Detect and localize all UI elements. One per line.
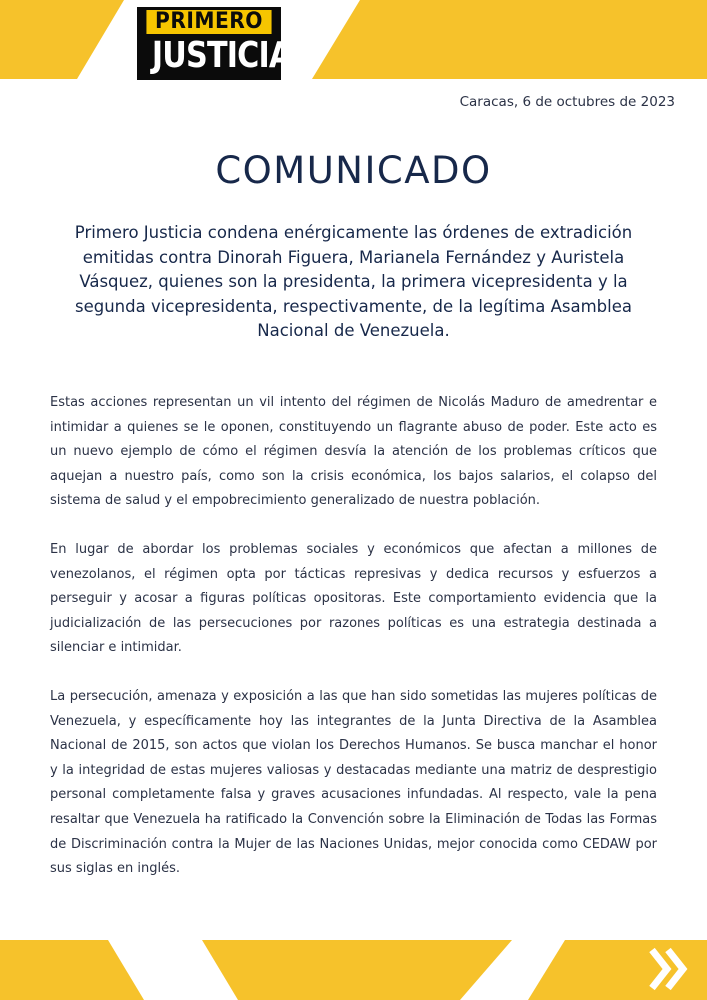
primero-justicia-logo — [137, 7, 292, 80]
double-chevron-right-icon — [640, 940, 700, 1000]
body-paragraph-1: Estas acciones representan un vil intento del régimen de Nicolás Maduro de amedrentar e intimidar a quienes se le oponen, constituyendo un flagrante abuso de poder. Este acto es un nuevo ejemplo de cómo el régimen desvía la atención de los problemas críticos que aquejan a nuestro país, como son la crisis económica, los bajos salarios, el colapso del sistema de salud y el empobrecimiento generalizado de nuestra población. — [50, 395, 657, 509]
lead-statement: Primero Justicia condena enérgicamente las órdenes de extradición emitidas contra Dinorah Figuera, Marianela Fernández y Auristela Vásquez, quienes son la presidenta, la primera vicepresidenta y la segunda vicepresidenta, respectivamente, de la legítima Asamblea Nacional de Venezuela. — [74, 223, 633, 340]
body-paragraph-2: En lugar de abordar los problemas sociales y económicos que afectan a millones de venezolanos, el régimen opta por tácticas represivas y dedica recursos y esfuerzos a perseguir y acosar a figuras políticas opositoras. Este comportamiento evidencia que la judicialización de las persecuciones por razones políticas es una estrategia destinada a silenciar e intimidar. — [50, 541, 657, 656]
header-banner — [0, 0, 707, 79]
header-yellow-band — [0, 0, 707, 79]
footer-banner — [0, 940, 707, 1000]
document-body — [50, 391, 657, 906]
body-paragraph-3: La persecución, amenaza y exposición a las que han sido sometidas las mujeres políticas de Venezuela, y específicamente hoy las integrantes de la Junta Directiva de la Asamblea Nacional de 2015, son actos que violan los Derechos Humanos. Se busca manchar el honor y la integridad de estas mujeres valiosas y destacadas mediante una matriz de desprestigio personal completamente falsa y graves acusaciones infundadas. Al respecto, vale la pena resaltar que Venezuela ha ratificado la Convención sobre la Eliminación de Todas las Formas de Discriminación contra la Mujer de las Naciones Unidas, mejor conocida como CEDAW por sus siglas en inglés. — [50, 688, 657, 877]
document-title: COMUNICADO — [215, 149, 492, 192]
logo-line-primero: PRIMERO — [146, 10, 271, 34]
logo-line-justicia: JUSTICIA — [151, 35, 292, 76]
document-date: Caracas, 6 de octubres de 2023 — [459, 94, 675, 110]
footer-yellow-band — [0, 940, 707, 1000]
